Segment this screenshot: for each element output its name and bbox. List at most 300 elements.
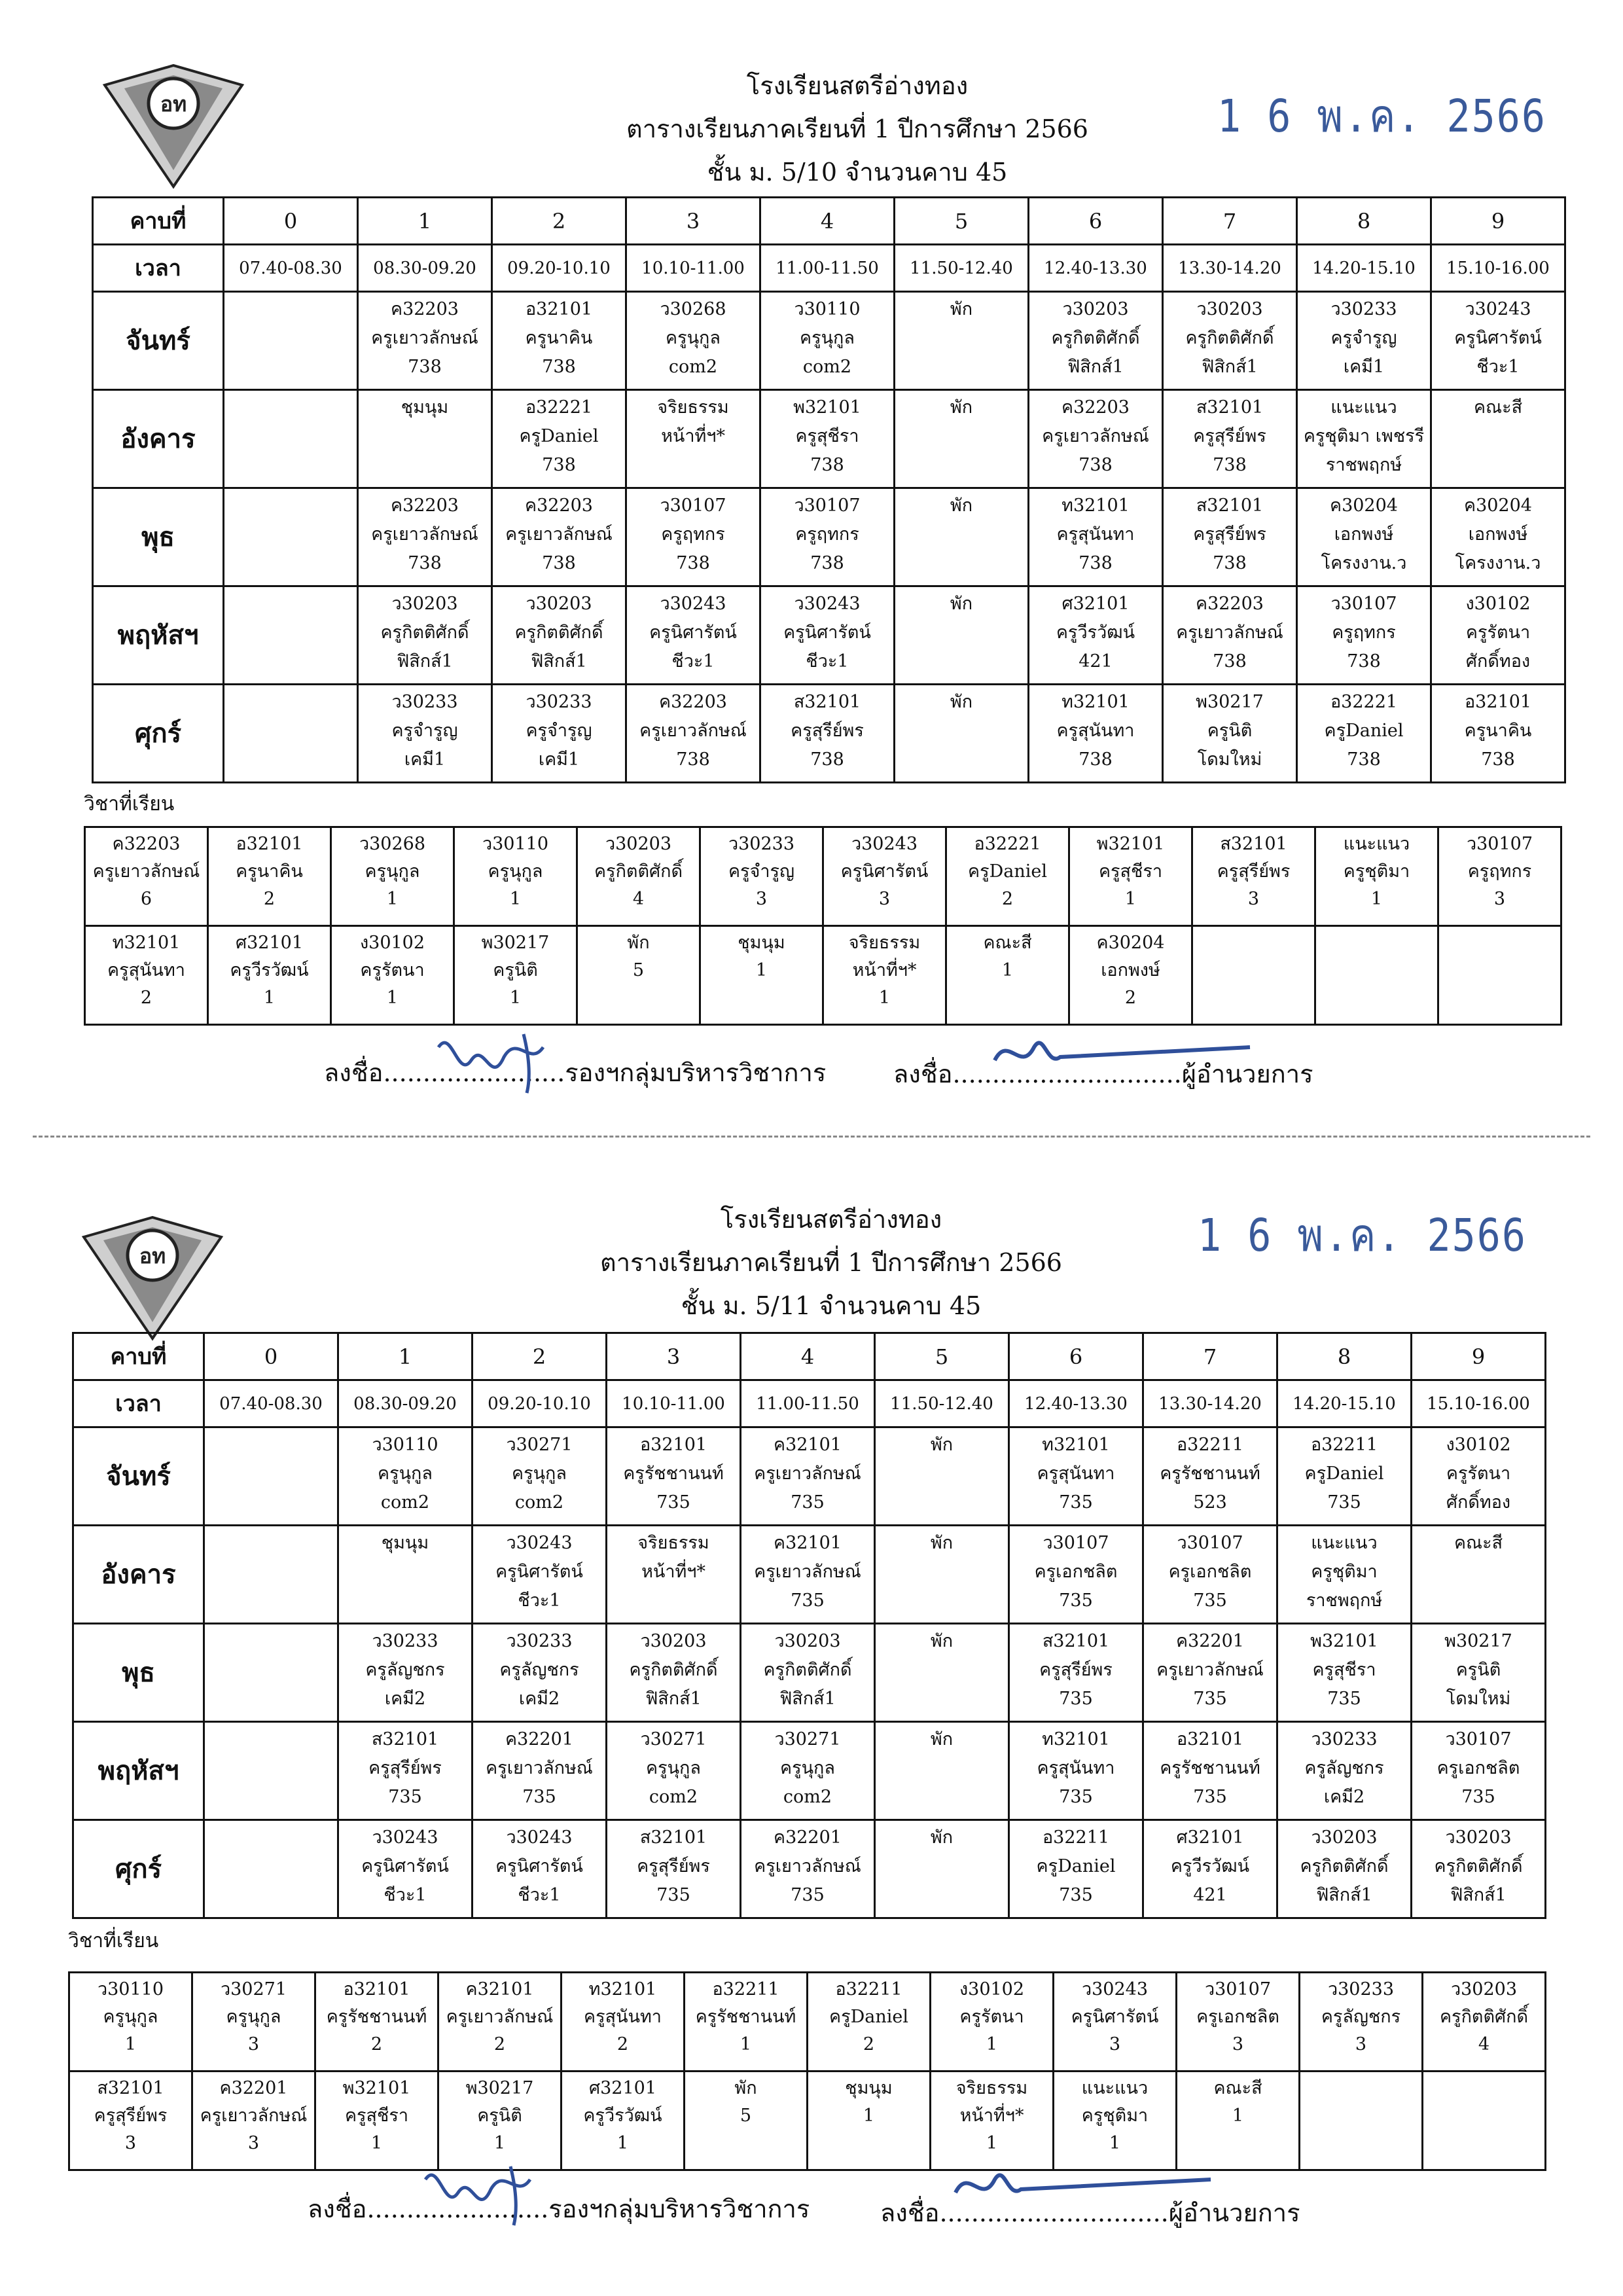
cell-line: ครูสุรีย์พร [637, 1856, 710, 1876]
day-name: พฤหัสฯ [73, 1722, 204, 1820]
cell-line: ครูกิตติศักดิ์ [1434, 1856, 1523, 1876]
cell-line: ครูกิตติศักดิ์ [763, 1660, 852, 1680]
cell-line: 1 [616, 2133, 629, 2153]
cell-line: ศ32101 [588, 2078, 657, 2098]
schedule-cell [473, 1624, 607, 1722]
cell-line: ครูนุกูล [365, 861, 420, 882]
cell-line: ครูจำรูญ [728, 861, 795, 882]
period-number: 9 [1431, 198, 1565, 245]
cell-line: ครูสุรีย์พร [1193, 524, 1266, 545]
cell-line: ครูรัตนา [959, 2007, 1024, 2027]
cell-line: ว30268 [660, 299, 726, 319]
cell-line: ครูเยาวลักษณ์ [754, 1463, 861, 1484]
cell-line: 1 [986, 2034, 998, 2054]
subject-cell [208, 827, 331, 926]
schedule-cell [626, 586, 760, 685]
cell-line: ครูนิติ [493, 960, 538, 980]
cell-line: จริยธรรม [657, 397, 729, 418]
cell-line: ครูสุนันทา [1056, 721, 1135, 741]
schedule-cell [1163, 390, 1297, 488]
timetable-sheet [0, 0, 1623, 1113]
schedule-cell [338, 1624, 473, 1722]
cell-line: ว30107 [1043, 1533, 1109, 1553]
schedule-cell [204, 1722, 338, 1820]
cell-line: 1 [509, 988, 522, 1008]
subject-row [69, 2072, 1546, 2170]
schedule-cell [741, 1624, 875, 1722]
cell-line: 735 [1461, 1787, 1495, 1807]
cell-line: ครูจำรูญ [1330, 328, 1397, 348]
cell-line: ครูเยาวลักษณ์ [1042, 426, 1149, 446]
period-number: 6 [1029, 198, 1163, 245]
cell-line: 2 [263, 889, 276, 909]
cell-line: ว30233 [1327, 1979, 1395, 2000]
subject-cell [208, 926, 331, 1025]
subject-cell [85, 827, 208, 926]
cell-line: ครูเยาวลักษณ์ [446, 2007, 554, 2027]
subject-cell [808, 1973, 931, 2072]
cell-line: ว30203 [1445, 1827, 1512, 1848]
cell-line: 738 [1347, 749, 1381, 770]
cell-line: 1 [986, 2133, 998, 2153]
cell-line: คณะสี [1454, 1533, 1503, 1553]
schedule-cell [224, 390, 358, 488]
cell-line: พัก [930, 1827, 954, 1848]
cell-line: ครูสุชีรา [1312, 1660, 1376, 1680]
schedule-cell [1009, 1526, 1143, 1624]
cell-line: 735 [1059, 1787, 1093, 1807]
cell-line: ครูนิศารัตน์ [649, 622, 737, 643]
period-number: 6 [1009, 1333, 1143, 1380]
subjects-table [68, 1971, 1546, 2171]
schedule-cell [1163, 586, 1297, 685]
cell-line: แนะแนว [1330, 397, 1397, 418]
cell-line: ว30107 [1445, 1729, 1512, 1749]
subject-cell [700, 827, 823, 926]
cell-line: 3 [247, 2034, 260, 2054]
subject-cell [1177, 1973, 1300, 2072]
cell-line: 1 [1001, 960, 1014, 980]
cell-line: อ32211 [1042, 1827, 1110, 1848]
cell-line: 3 [878, 889, 891, 909]
cell-line: ว30271 [774, 1729, 841, 1749]
subject-cell [946, 926, 1069, 1025]
period-time: 08.30-09.20 [338, 1380, 473, 1427]
cell-line: com2 [802, 357, 852, 377]
cell-line: ครูDaniel [1324, 721, 1404, 741]
subject-cell [438, 1973, 562, 2072]
school-name: โรงเรียนสตรีอ่างทอง [720, 1205, 942, 1234]
cell-line: 735 [791, 1885, 825, 1905]
cell-line: ครูกิตติศักดิ์ [594, 861, 683, 882]
cell-line: 6 [140, 889, 152, 909]
schedule-cell [760, 586, 895, 685]
cell-line: หน้าที่ฯ* [641, 1562, 705, 1582]
cell-line: ครูเยาวลักษณ์ [1176, 622, 1283, 643]
cell-line: ว30107 [1177, 1533, 1243, 1553]
cell-line: com2 [783, 1787, 832, 1807]
cell-line: 3 [1247, 889, 1260, 909]
cell-line: ครูเอกชลิต [1436, 1758, 1520, 1778]
cell-line: 3 [755, 889, 768, 909]
schedule-cell [875, 1624, 1009, 1722]
schedule-cell [1029, 488, 1163, 586]
schedule-cell [473, 1722, 607, 1820]
schedule-cell [1143, 1624, 1277, 1722]
cell-line: ว30203 [526, 594, 592, 614]
cell-line: ศ32101 [1061, 594, 1130, 614]
cell-line: ครูเยาวลักษณ์ [200, 2106, 308, 2126]
cell-line: 738 [1213, 651, 1247, 672]
schedule-cell [1412, 1624, 1546, 1722]
cell-line: ว30203 [1196, 299, 1263, 319]
cell-line: ครูเอกชลิต [1168, 1562, 1252, 1582]
cell-line: ว30243 [794, 594, 861, 614]
document-header [471, 1198, 1191, 1327]
schedule-cell [224, 488, 358, 586]
schedule-cell [224, 586, 358, 685]
cell-line: 735 [1193, 1590, 1227, 1611]
cell-line: ราชพฤกษ์ [1306, 1590, 1383, 1611]
period-time: 10.10-11.00 [626, 245, 760, 292]
cell-line: 1 [493, 2133, 506, 2153]
director-signature-scrawl-icon [982, 1028, 1257, 1080]
cell-line: 2 [863, 2034, 875, 2054]
cell-line: อ32101 [343, 1979, 410, 2000]
period-time: 11.00-11.50 [741, 1380, 875, 1427]
cell-line: ครูลัญชกร [365, 1660, 445, 1680]
schedule-cell [1143, 1722, 1277, 1820]
cell-line: ค30204 [1330, 495, 1398, 516]
cell-line: ครูฤทกร [1332, 622, 1396, 643]
cell-line: ว30268 [359, 834, 426, 854]
cell-line: ครูนิศารัตน์ [783, 622, 871, 643]
cell-line: ครูนุกูล [226, 2007, 281, 2027]
subject-cell [69, 1973, 192, 2072]
subject-cell [685, 1973, 808, 2072]
cell-line: ส32101 [97, 2078, 164, 2098]
cell-line: เอกพงษ์ [1468, 524, 1528, 545]
cell-line: ครูนิศารัตน์ [495, 1856, 583, 1876]
cell-line: ท32101 [1061, 495, 1130, 516]
cell-line: ว30203 [1450, 1979, 1518, 2000]
timetable [72, 1332, 1546, 1919]
cell-line: ชีวะ1 [806, 651, 849, 672]
schedule-cell [895, 685, 1029, 783]
period-time: 10.10-11.00 [607, 1380, 741, 1427]
cell-line: พ30217 [1444, 1631, 1512, 1651]
cell-line: 738 [1079, 455, 1113, 475]
cell-line: ครูสุรีย์พร [1193, 426, 1266, 446]
cell-line: 3 [1493, 889, 1506, 909]
cell-line: ว30243 [851, 834, 918, 854]
subject-cell [1315, 827, 1438, 926]
cell-line: ฟิสิกส์1 [779, 1689, 836, 1709]
cell-line: เคมี2 [518, 1689, 560, 1709]
period-number: 8 [1297, 198, 1431, 245]
cell-line: 738 [1347, 651, 1381, 672]
schedule-cell [338, 1526, 473, 1624]
cell-line: ชีวะ1 [518, 1885, 561, 1905]
subject-cell [1423, 2072, 1546, 2170]
signature-director: ลงชื่อ.............................ผู้อำนวยการ [893, 1060, 1313, 1088]
cell-line: ครูชุติมา [1081, 2106, 1149, 2126]
period-time: 07.40-08.30 [204, 1380, 338, 1427]
cell-line: ว30271 [506, 1435, 573, 1455]
schedule-cell [224, 685, 358, 783]
schedule-cell [1431, 292, 1565, 390]
cell-line: ว30243 [1081, 1979, 1149, 2000]
cell-line: อ32221 [974, 834, 1041, 854]
cell-line: คณะสี [983, 933, 1032, 953]
schedule-cell [204, 1427, 338, 1526]
cell-line: ครูสุชีรา [344, 2106, 409, 2126]
subject-cell [1192, 827, 1315, 926]
cell-line: พัก [930, 1533, 954, 1553]
cell-line: อ32101 [525, 299, 593, 319]
cell-line: 421 [1079, 651, 1113, 672]
timetable-title: ตารางเรียนภาคเรียนที่ 1 ปีการศึกษา 2566 [626, 115, 1088, 143]
schedule-cell [1431, 685, 1565, 783]
cell-line: ฟิสิกส์1 [645, 1689, 702, 1709]
cell-line: 738 [408, 553, 442, 573]
cell-line: ว30243 [506, 1533, 573, 1553]
cell-line: ครูDaniel [519, 426, 599, 446]
cell-line: ว30233 [506, 1631, 573, 1651]
cell-line: ว30203 [391, 594, 458, 614]
period-number: 4 [741, 1333, 875, 1380]
cell-line: พ32101 [342, 2078, 411, 2098]
cell-line: ครูสุนันทา [1037, 1463, 1115, 1484]
schedule-cell [204, 1624, 338, 1722]
cell-line: ครูสุรีย์พร [368, 1758, 442, 1778]
schedule-cell [741, 1427, 875, 1526]
cell-line: 1 [755, 960, 768, 980]
cell-line: ชีวะ1 [1476, 357, 1520, 377]
cell-line: คณะสี [1473, 397, 1523, 418]
cell-line: ครูนิศารัตน์ [361, 1856, 449, 1876]
signature-director: ลงชื่อ.............................ผู้อำนวยการ [880, 2198, 1300, 2227]
cell-line: พัก [930, 1729, 954, 1749]
cell-line: ครูชุติมา [1343, 861, 1410, 882]
cell-line: ว30243 [660, 594, 726, 614]
cell-line: ว30233 [391, 692, 458, 712]
cell-line: โดมใหม่ [1446, 1689, 1511, 1709]
subject-cell [577, 926, 700, 1025]
schedule-cell [1163, 488, 1297, 586]
cell-line: ครูจำรูญ [526, 721, 592, 741]
schedule-cell [358, 685, 492, 783]
cell-line: ครูนุกูล [378, 1463, 433, 1484]
cell-line: ครูรัชชานนท์ [695, 2007, 796, 2027]
cell-line: 735 [1059, 1689, 1093, 1709]
subject-cell [454, 926, 577, 1025]
cell-line: ครูลัญชกร [1304, 1758, 1384, 1778]
cell-line: 738 [810, 455, 844, 475]
schedule-cell [1297, 685, 1431, 783]
subject-cell [1069, 827, 1192, 926]
cell-line: ศ32101 [1176, 1827, 1244, 1848]
cell-line: ครูวีรวัฒน์ [230, 960, 309, 980]
cell-line: ค32203 [1196, 594, 1264, 614]
cell-line: 738 [408, 357, 442, 377]
cell-line: ว30110 [794, 299, 861, 319]
cell-line: เอกพงษ์ [1334, 524, 1394, 545]
subject-cell [946, 827, 1069, 926]
day-name: พุธ [93, 488, 224, 586]
cell-line: ชีวะ1 [671, 651, 715, 672]
schedule-cell [1009, 1427, 1143, 1526]
cell-line: ส32101 [1196, 495, 1264, 516]
cell-line: ศักดิ์ทอง [1446, 1492, 1511, 1513]
cell-line: ราชพฤกษ์ [1325, 455, 1402, 475]
time-row [73, 1380, 1546, 1427]
period-time: 12.40-13.30 [1029, 245, 1163, 292]
cell-line: 735 [1059, 1885, 1093, 1905]
cell-line: ว30203 [1311, 1827, 1378, 1848]
cell-line: เอกพงษ์ [1101, 960, 1160, 980]
period-number: 2 [492, 198, 626, 245]
cell-line: ว30107 [1466, 834, 1533, 854]
cell-line: 1 [863, 2106, 875, 2126]
schedule-cell [1297, 292, 1431, 390]
period-time: 11.00-11.50 [760, 245, 895, 292]
cell-line: ครูนาคิน [236, 861, 303, 882]
subject-row [69, 1973, 1546, 2072]
cell-line: อ32101 [236, 834, 303, 854]
subject-cell [69, 2072, 192, 2170]
subject-cell [1300, 2072, 1423, 2170]
schedule-cell [626, 390, 760, 488]
subject-cell [331, 827, 454, 926]
day-row [73, 1820, 1546, 1918]
period-label: คาบที่ [93, 198, 224, 245]
cell-line: com2 [514, 1492, 564, 1513]
period-number: 5 [895, 198, 1029, 245]
cell-line: ครูรัตนา [1446, 1463, 1511, 1484]
subject-cell [700, 926, 823, 1025]
cell-line: ครูสุนันทา [584, 2007, 662, 2027]
cell-line: จริยธรรม [955, 2078, 1028, 2098]
cell-line: ฟิสิกส์1 [531, 651, 587, 672]
schedule-cell [760, 685, 895, 783]
cell-line: ค32203 [525, 495, 593, 516]
cell-line: อ32101 [639, 1435, 707, 1455]
schedule-cell [760, 292, 895, 390]
cell-line: ครูนุกูล [103, 2007, 158, 2027]
schedule-cell [204, 1526, 338, 1624]
day-row [73, 1722, 1546, 1820]
cell-line: ครูรัชชานนท์ [1160, 1463, 1260, 1484]
cell-line: ครูDaniel [1036, 1856, 1116, 1876]
cell-line: 1 [1370, 889, 1383, 909]
cell-line: com2 [649, 1787, 698, 1807]
cell-line: 3 [247, 2133, 260, 2153]
cell-line: ครูเอกชลิต [1196, 2007, 1279, 2027]
cell-line: 738 [676, 553, 710, 573]
schedule-cell [607, 1624, 741, 1722]
cell-line: ครูฤทกร [661, 524, 725, 545]
period-number: 0 [204, 1333, 338, 1380]
day-name: ศุกร์ [73, 1820, 204, 1918]
cell-line: ครูรัชชานนท์ [623, 1463, 724, 1484]
cell-line: 1 [509, 889, 522, 909]
schedule-cell [338, 1722, 473, 1820]
cell-line: ครูนุกูล [488, 861, 543, 882]
schedule-cell [358, 488, 492, 586]
schedule-cell [1163, 685, 1297, 783]
cell-line: ว30243 [1465, 299, 1531, 319]
cell-line: 1 [124, 2034, 137, 2054]
cell-line: 3 [1109, 2034, 1121, 2054]
day-name: จันทร์ [73, 1427, 204, 1526]
cell-line: ครูนุกูล [512, 1463, 567, 1484]
day-name: อังคาร [93, 390, 224, 488]
deputy-signature-scrawl-icon [432, 1021, 576, 1100]
cell-line: ชุมนุม [845, 2078, 893, 2098]
cell-line: ว30203 [774, 1631, 841, 1651]
cell-line: 735 [1327, 1689, 1361, 1709]
cell-line: 735 [1327, 1492, 1361, 1513]
cell-line: ครูสุชีรา [795, 426, 859, 446]
period-time: 09.20-10.10 [492, 245, 626, 292]
schedule-cell [1412, 1526, 1546, 1624]
cell-line: ครูนุกูล [666, 328, 721, 348]
schedule-cell [1009, 1820, 1143, 1918]
subject-row [85, 926, 1561, 1025]
cell-line: ครูเยาวลักษณ์ [505, 524, 613, 545]
schedule-cell [1277, 1624, 1412, 1722]
cell-line: 2 [1124, 988, 1137, 1008]
cell-line: ครูสุนันทา [1037, 1758, 1115, 1778]
schedule-cell [1029, 390, 1163, 488]
schedule-cell [338, 1820, 473, 1918]
cell-line: 735 [522, 1787, 556, 1807]
schedule-cell [492, 685, 626, 783]
cell-line: ครูสุนันทา [1056, 524, 1135, 545]
cell-line: พัก [930, 1631, 954, 1651]
cell-line: ครูเยาวลักษณ์ [1156, 1660, 1264, 1680]
cell-line: ครูนาคิน [1464, 721, 1532, 741]
day-name: พุธ [73, 1624, 204, 1722]
cell-line: ว30203 [640, 1631, 707, 1651]
cell-line: พัก [930, 1435, 954, 1455]
schedule-cell [358, 292, 492, 390]
schedule-cell [1277, 1427, 1412, 1526]
schedule-cell [1029, 586, 1163, 685]
cell-line: ครูเยาวลักษณ์ [92, 861, 200, 882]
cell-line: ครูรัชชานนท์ [1160, 1758, 1260, 1778]
schedule-cell [1029, 292, 1163, 390]
cell-line: 738 [1213, 455, 1247, 475]
cell-line: ว30243 [372, 1827, 438, 1848]
cell-line: พ32101 [1096, 834, 1165, 854]
cell-line: ครูวีรวัฒน์ [1056, 622, 1135, 643]
cell-line: ค32201 [505, 1729, 573, 1749]
subject-cell [823, 926, 946, 1025]
schedule-cell [492, 586, 626, 685]
schedule-cell [473, 1526, 607, 1624]
schedule-cell [1029, 685, 1163, 783]
cell-line: 738 [1079, 553, 1113, 573]
cell-line: พ32101 [793, 397, 861, 418]
cell-line: ท32101 [1042, 1729, 1110, 1749]
cell-line: ครูจำรูญ [391, 721, 458, 741]
cell-line: ท32101 [1061, 692, 1130, 712]
cell-line: com2 [380, 1492, 430, 1513]
cell-line: 735 [1059, 1492, 1093, 1513]
schedule-cell [741, 1722, 875, 1820]
